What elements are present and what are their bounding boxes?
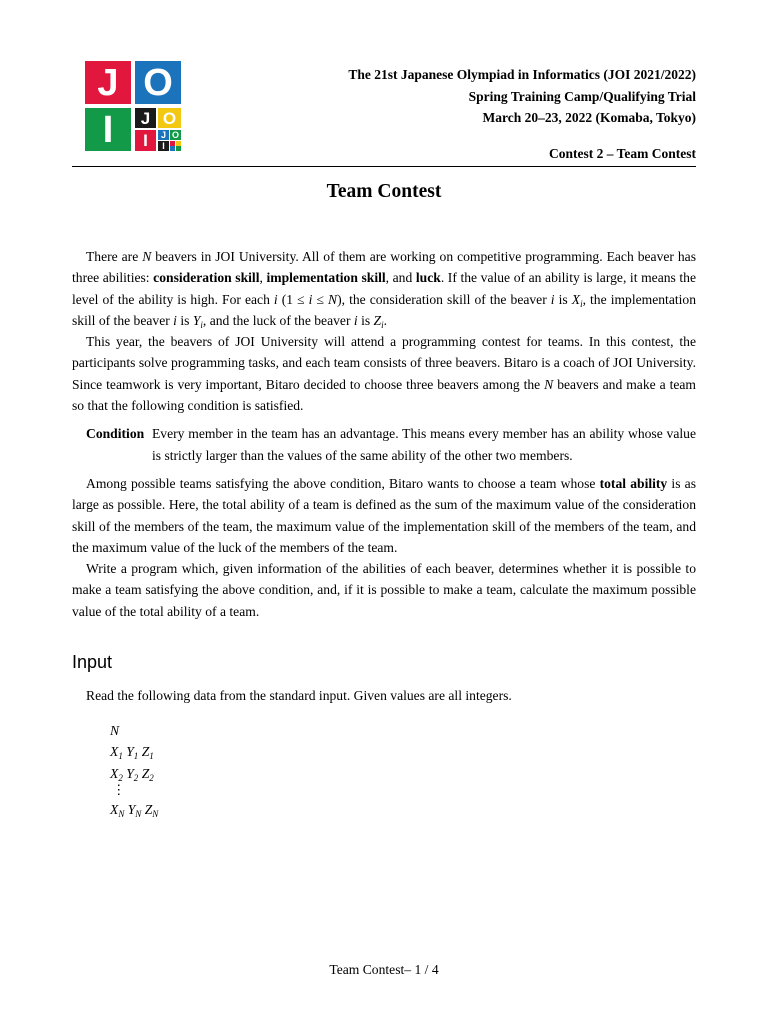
logo-tile-o: O [135, 61, 181, 104]
statement-paragraph-1: There are N beavers in JOI University. All of them are working on competitive programming. Each beaver has three abilities: consideration skill, implementation skill, and luck. If the value of an ability is large, it means the level of the ability is high. For each i (1 ≤ i ≤ N), the consideration skill of the beaver i is $X_i$, the implementation skill of the beaver i is $Y_i$, and the luck of the beaver i is $Z_i$. [72, 249, 697, 330]
input-heading: Input [72, 652, 113, 672]
condition-label: Condition [86, 426, 145, 442]
input-format [110, 720, 158, 820]
format-line-1: $X_1$ $Y_1$ $Z_1$ [110, 744, 154, 762]
logo-tile-j-tiny: J [158, 130, 169, 140]
page-header [276, 64, 696, 164]
header-olympiad: The 21st Japanese Olympiad in Informatics (JOI 2021/2022) [348, 67, 696, 82]
logo-tile-j: J [85, 61, 131, 104]
joi-logo [85, 61, 181, 151]
logo-tile-i-tiny: I [158, 141, 169, 151]
header-contest: Contest 2 – Team Contest [549, 145, 696, 161]
statement-paragraph-4: Write a program which, given information of the abilities of each beaver, determines whether it is possible to make a team satisfying the above condition, and, if it is possible to make a team, calculate the maximum possible value of the total ability of a team. [72, 561, 696, 619]
header-divider [72, 166, 696, 167]
page-footer: Team Contest– 1 / 4 [329, 962, 439, 977]
logo-tile-j-small: J [135, 108, 156, 128]
logo-tile-i: I [85, 108, 131, 151]
header-dates: March 20–23, 2022 (Komaba, Tokyo) [482, 110, 696, 125]
condition-block [72, 423, 696, 466]
logo-tile-i-small: I [135, 130, 156, 151]
logo-tile-o-small: O [158, 108, 181, 128]
statement-paragraph-3: Among possible teams satisfying the above condition, Bitaro wants to choose a team whose total ability is as large as possible. Here, the total ability of a team is defined as the sum of the maximum value of the consideration skill of the members of the team, the maximum value of the implementation skill of the members of the team, and the maximum value of the luck of the members of the team. [72, 475, 697, 555]
logo-tile-o-tiny: O [171, 129, 179, 140]
statement-paragraph-2: This year, the beavers of JOI University will attend a programming contest for teams. In this contest, the participants solve programming tasks, and each team consists of three beavers. Bitaro is a coach of JOI University. Since teamwork is very important, Bitaro decided to choose three beavers among the N beavers and make a team so that the following condition is satisfied. [72, 334, 696, 414]
format-vdots: ⋮ [112, 781, 126, 797]
condition-text: Every member in the team has an advantage. This means every member has an ability whose value is strictly larger than the values of the same ability of the other two members. [152, 426, 696, 463]
logo-tile-tiniest [170, 141, 181, 151]
page-title: Team Contest [326, 181, 442, 202]
input-intro: Read the following data from the standard input. Given values are all integers. [86, 688, 512, 703]
format-line-n: N [110, 723, 120, 738]
problem-statement [72, 246, 696, 622]
header-camp: Spring Training Camp/Qualifying Trial [468, 88, 696, 104]
format-line-2: $X_2$ $Y_2$ $Z_2$ [110, 765, 154, 783]
format-line-n-values: $X_N$ $Y_N$ $Z_N$ [110, 801, 159, 819]
